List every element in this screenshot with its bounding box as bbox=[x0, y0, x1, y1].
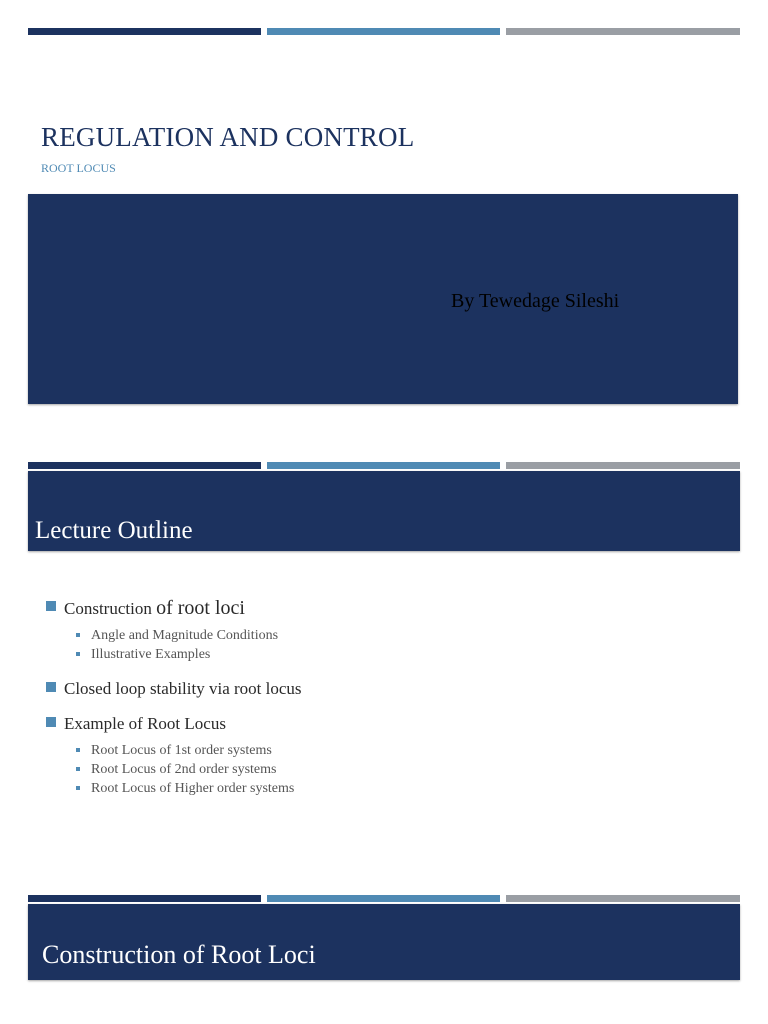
slide1-accent-bar bbox=[28, 28, 740, 35]
slide1-subtitle: ROOT LOCUS bbox=[41, 161, 116, 175]
square-bullet-icon bbox=[46, 717, 56, 727]
small-square-bullet-icon bbox=[76, 786, 80, 790]
slide2-heading: Lecture Outline bbox=[35, 517, 193, 544]
outline-subitem bbox=[64, 760, 706, 779]
outline-subitem bbox=[64, 626, 706, 645]
accent-segment-gray bbox=[506, 28, 740, 35]
outline-item bbox=[46, 679, 706, 699]
slide3-header-panel bbox=[28, 904, 740, 980]
outline-item-label-part: of root loci bbox=[156, 597, 245, 619]
small-square-bullet-icon bbox=[76, 767, 80, 771]
small-square-bullet-icon bbox=[76, 633, 80, 637]
small-square-bullet-icon bbox=[76, 652, 80, 656]
square-bullet-icon bbox=[46, 682, 56, 692]
outline-subitem-label: Root Locus of Higher order systems bbox=[91, 781, 295, 796]
outline-subitem-label: Root Locus of 2nd order systems bbox=[91, 762, 277, 777]
outline-subitem bbox=[64, 741, 706, 760]
outline-item-label-part: Construction bbox=[64, 599, 157, 618]
slide2-header-panel bbox=[28, 471, 740, 551]
slide1-author: By Tewedage Sileshi bbox=[451, 290, 620, 312]
accent-segment-blue bbox=[267, 28, 500, 35]
outline-subitem-list bbox=[64, 626, 706, 664]
slide3-accent-bar bbox=[28, 895, 740, 902]
square-bullet-icon bbox=[46, 601, 56, 611]
outline-subitem-list bbox=[64, 741, 706, 798]
slide1-title-panel bbox=[28, 194, 738, 404]
outline-subitem-label: Angle and Magnitude Conditions bbox=[91, 628, 279, 643]
outline-subitem bbox=[64, 779, 706, 798]
accent-segment-blue bbox=[267, 895, 500, 902]
accent-segment-blue bbox=[267, 462, 500, 469]
outline-subitem bbox=[64, 645, 706, 664]
accent-segment-navy bbox=[28, 28, 261, 35]
accent-segment-navy bbox=[28, 895, 261, 902]
slide2-accent-bar bbox=[28, 462, 740, 469]
outline-item-label: Closed loop stability via root locus bbox=[64, 679, 302, 698]
accent-segment-gray bbox=[506, 895, 740, 902]
accent-segment-gray bbox=[506, 462, 740, 469]
small-square-bullet-icon bbox=[76, 748, 80, 752]
outline-item bbox=[46, 714, 706, 798]
outline-item-label bbox=[64, 599, 245, 618]
slide1-title: REGULATION AND CONTROL bbox=[41, 122, 415, 152]
slide3-heading: Construction of Root Loci bbox=[42, 940, 316, 969]
lecture-outline-list bbox=[46, 598, 706, 798]
outline-item-label: Example of Root Locus bbox=[64, 714, 226, 733]
outline-item bbox=[46, 598, 706, 664]
outline-subitem-label: Illustrative Examples bbox=[91, 647, 211, 662]
accent-segment-navy bbox=[28, 462, 261, 469]
outline-subitem-label: Root Locus of 1st order systems bbox=[91, 743, 272, 758]
